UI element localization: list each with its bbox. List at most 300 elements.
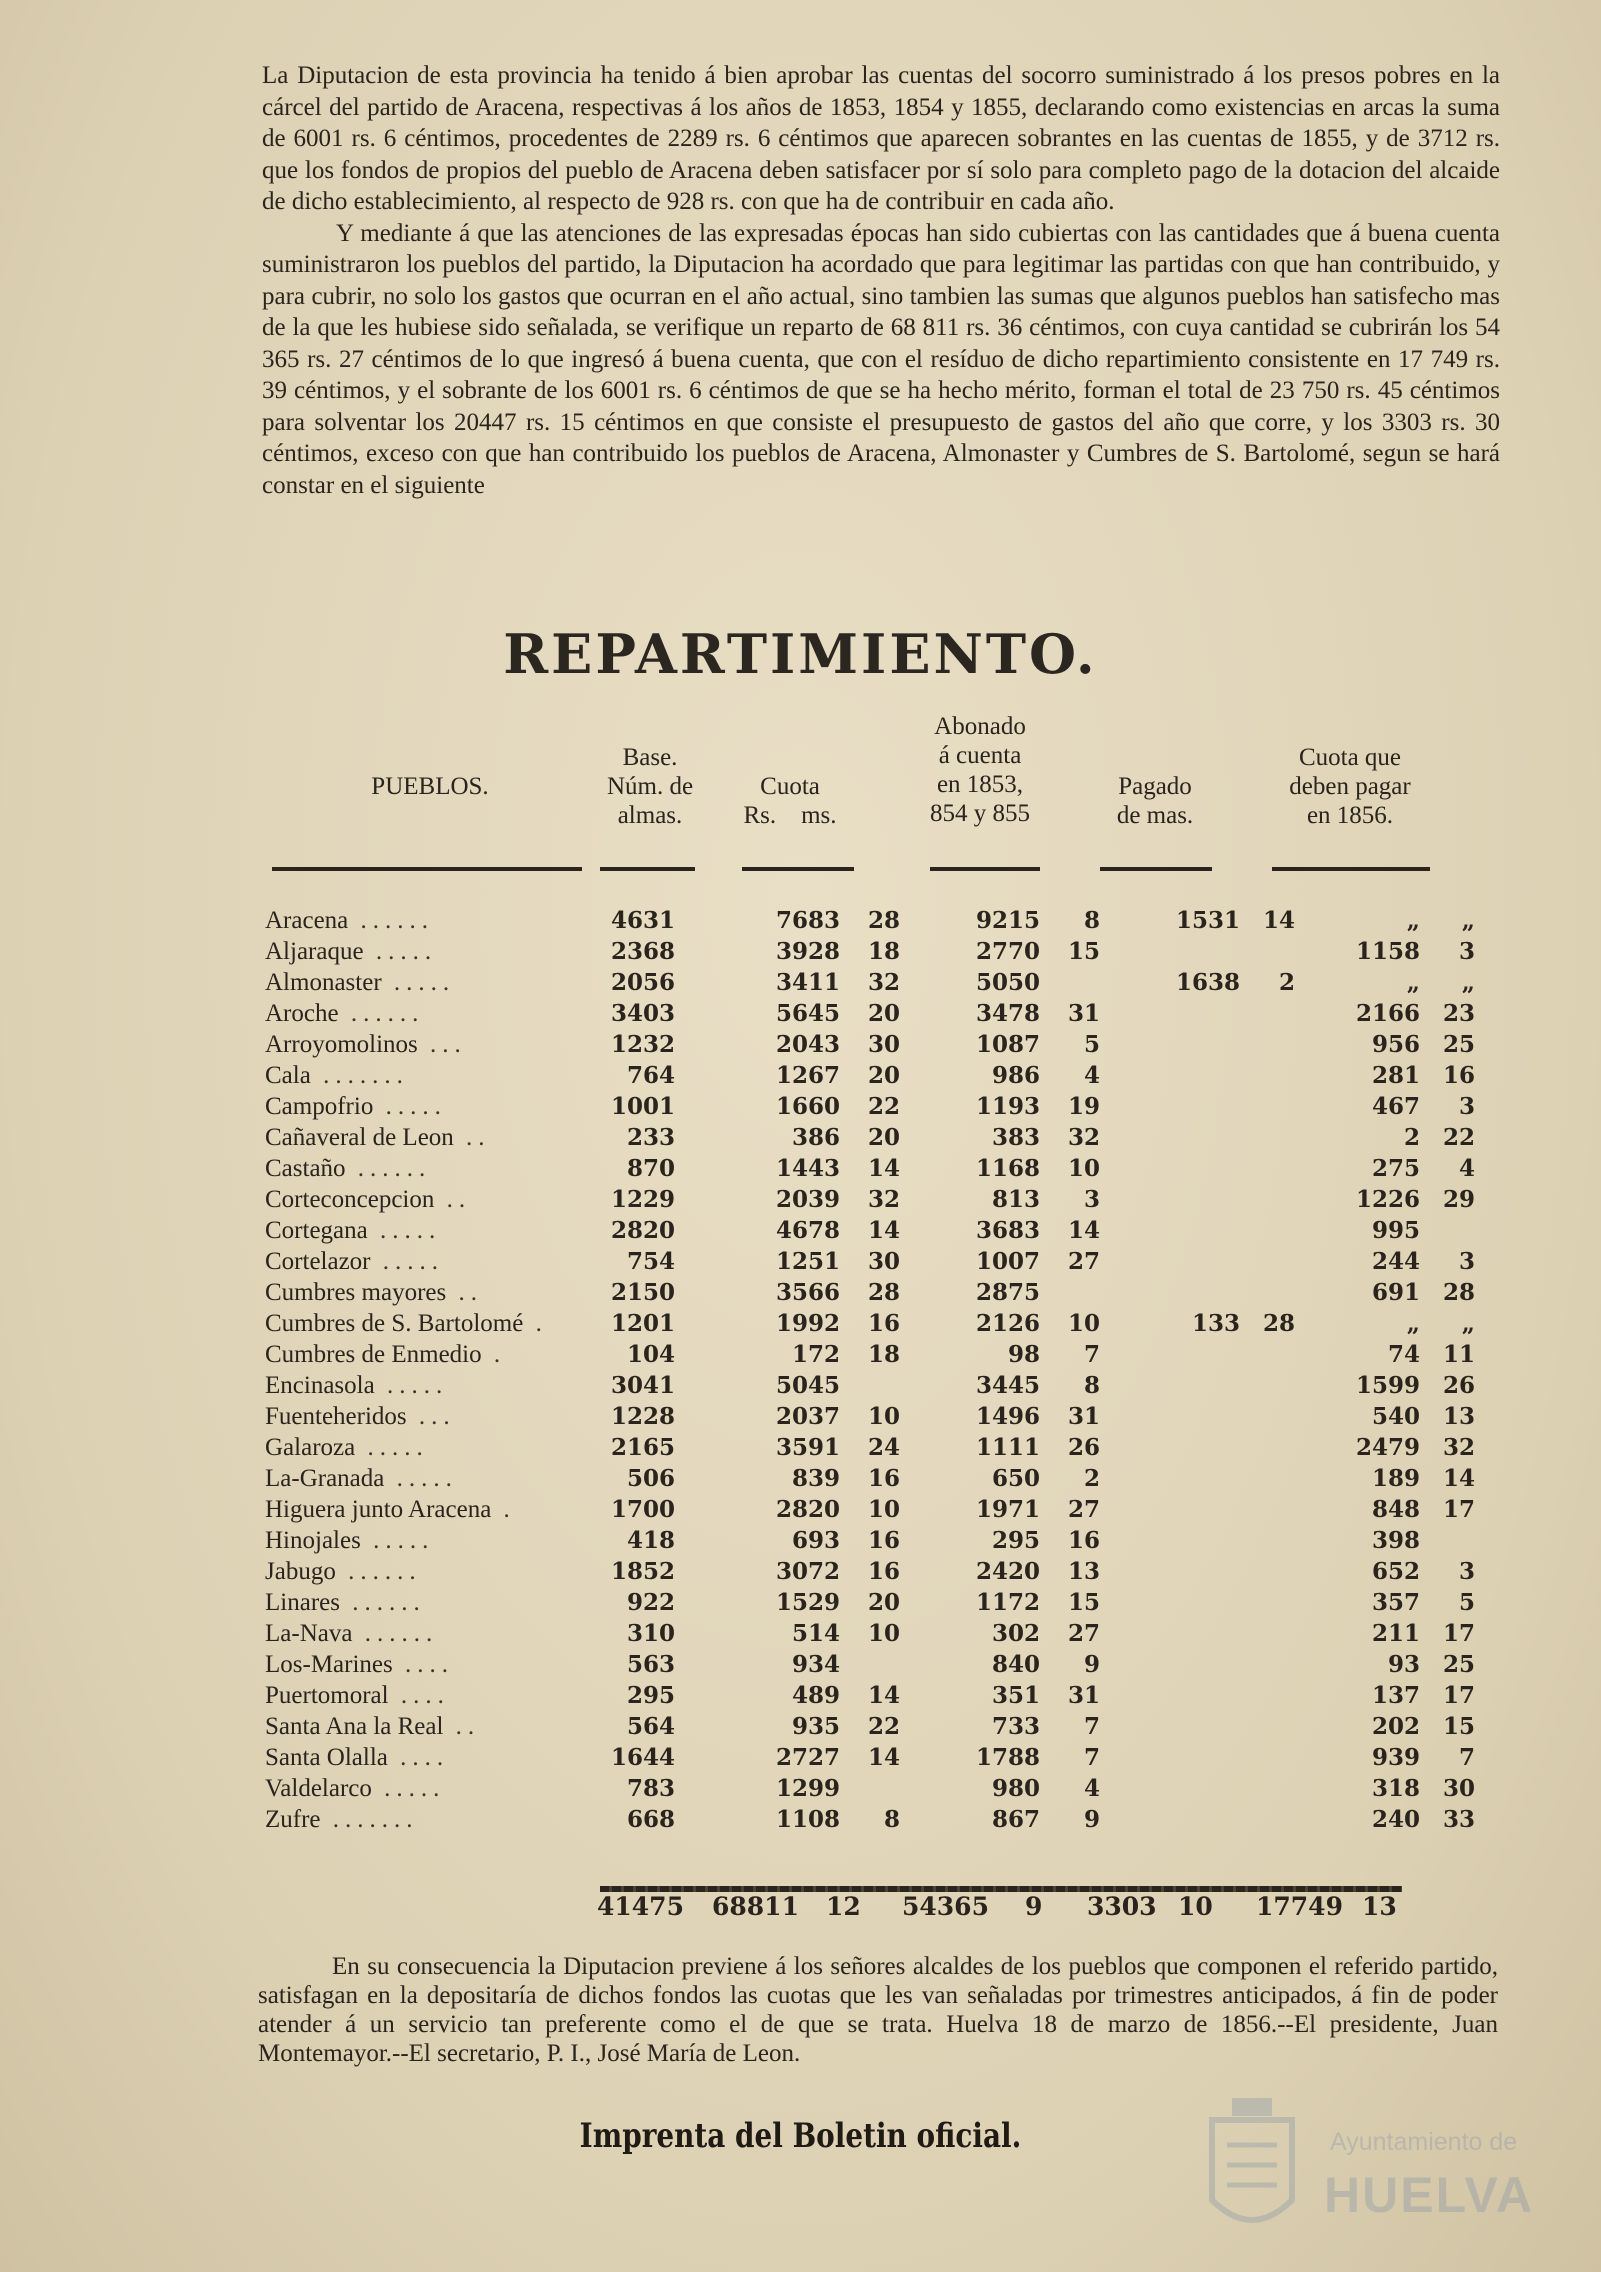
cuota-ms-cell: 16 <box>867 1465 900 1492</box>
total-pagado-ms: 10 <box>1178 1892 1213 1921</box>
column-gap <box>675 1153 760 1184</box>
pagado-rs-cell <box>1160 1060 1240 1091</box>
header-abonado <box>905 712 1055 828</box>
column-gap <box>1420 1401 1440 1432</box>
column-gap <box>840 1711 865 1742</box>
column-gap <box>840 1804 865 1835</box>
column-gap <box>1040 936 1065 967</box>
deben-rs-cell: 2166 <box>1355 1000 1420 1027</box>
abonado-rs-cell: 2126 <box>975 1310 1040 1337</box>
column-gap <box>1420 1804 1440 1835</box>
column-gap <box>840 1401 865 1432</box>
column-gap <box>1240 1339 1260 1370</box>
cuota-rs-cell: 5045 <box>775 1372 840 1399</box>
base-cell: 2165 <box>610 1434 675 1461</box>
abonado-rs-cell: 295 <box>991 1527 1040 1554</box>
column-gap <box>675 967 760 998</box>
base-cell: 1644 <box>610 1744 675 1771</box>
deben-ms-cell <box>1440 1525 1475 1556</box>
column-gap <box>1420 1339 1440 1370</box>
cuota-rs-cell: 2727 <box>775 1744 840 1771</box>
leader-dots: ..... <box>363 938 438 965</box>
column-gap <box>1420 1494 1440 1525</box>
base-cell: 564 <box>626 1713 675 1740</box>
header-rule <box>600 867 695 871</box>
cuota-rs-cell: 1108 <box>775 1806 840 1833</box>
pueblo-label: Cortelazor <box>265 1248 371 1275</box>
pueblo-name <box>265 1401 595 1432</box>
deben-ms-cell: 25 <box>1442 1031 1475 1058</box>
cuota-rs-cell: 3928 <box>775 938 840 965</box>
header-rule <box>930 867 1040 871</box>
pueblo-name <box>265 1773 595 1804</box>
column-gap <box>900 905 960 936</box>
cuota-ms-cell: 32 <box>867 1186 900 1213</box>
abonado-rs-cell: 867 <box>991 1806 1040 1833</box>
column-gap <box>1295 1432 1340 1463</box>
cuota-rs-cell: 514 <box>791 1620 840 1647</box>
total-abonado-rs: 54365 <box>902 1892 989 1921</box>
deben-rs-cell: 848 <box>1371 1496 1420 1523</box>
total-abonado-ms: 9 <box>1025 1892 1043 1921</box>
column-gap <box>1040 1215 1065 1246</box>
cuota-rs-cell: 5645 <box>775 1000 840 1027</box>
pagado-rs-cell <box>1160 998 1240 1029</box>
column-gap <box>1295 1091 1340 1122</box>
column-gap <box>675 1029 760 1060</box>
column-gap <box>1100 1556 1160 1587</box>
column-gap <box>900 1494 960 1525</box>
cuota-ms-cell: 20 <box>867 1124 900 1151</box>
pueblo-name <box>265 1091 595 1122</box>
pueblo-name <box>265 1804 595 1835</box>
column-gap <box>1040 1649 1065 1680</box>
cuota-rs-cell: 934 <box>791 1651 840 1678</box>
abonado-rs-cell: 840 <box>991 1651 1040 1678</box>
column-gap <box>675 1370 760 1401</box>
column-gap <box>1040 1184 1065 1215</box>
total-cuota-rs: 68811 <box>712 1892 799 1921</box>
deben-ms-cell: „ <box>1461 1310 1475 1337</box>
pueblo-name <box>265 1525 595 1556</box>
leader-dots: ..... <box>373 1093 447 1120</box>
abonado-rs-cell: 1111 <box>975 1434 1040 1461</box>
pueblo-name <box>265 1742 595 1773</box>
header-base <box>595 743 705 830</box>
column-gap <box>1295 1525 1340 1556</box>
header-pagado-line: de mas. <box>1116 802 1194 829</box>
table-row <box>265 1556 1475 1587</box>
column-gap <box>1420 1587 1440 1618</box>
base-cell: 1229 <box>610 1186 675 1213</box>
pueblo-name <box>265 1370 595 1401</box>
column-gap <box>675 1804 760 1835</box>
column-gap <box>900 1649 960 1680</box>
table-row <box>265 936 1475 967</box>
leader-dots: ...... <box>345 1155 432 1182</box>
pueblo-name <box>265 1556 595 1587</box>
column-gap <box>1295 1401 1340 1432</box>
abonado-rs-cell: 1971 <box>975 1496 1040 1523</box>
leader-dots: ...... <box>348 907 435 934</box>
column-gap <box>1100 1618 1160 1649</box>
header-pueblos <box>340 772 520 801</box>
base-cell: 754 <box>626 1248 675 1275</box>
cuota-ms-cell: 22 <box>867 1713 900 1740</box>
pagado-rs-cell <box>1160 1401 1240 1432</box>
pagado-ms-cell: 28 <box>1262 1310 1295 1337</box>
pueblo-name <box>265 1029 595 1060</box>
deben-ms-cell: 3 <box>1458 1093 1475 1120</box>
column-gap <box>1040 1153 1065 1184</box>
pagado-ms-cell: 14 <box>1262 907 1295 934</box>
cuota-ms-cell: 20 <box>867 1062 900 1089</box>
abonado-rs-cell: 2770 <box>975 938 1040 965</box>
cuota-rs-cell: 3566 <box>775 1279 840 1306</box>
pagado-ms-cell <box>1260 1060 1295 1091</box>
deben-rs-cell: 357 <box>1371 1589 1420 1616</box>
column-gap <box>1100 1215 1160 1246</box>
column-gap <box>900 1618 960 1649</box>
column-gap <box>840 1370 865 1401</box>
cuota-ms-cell: 30 <box>867 1248 900 1275</box>
pueblo-label: Valdelarco <box>265 1775 372 1802</box>
column-gap <box>1420 1308 1440 1339</box>
column-gap <box>1100 1587 1160 1618</box>
deben-rs-cell: 956 <box>1371 1031 1420 1058</box>
header-cuota <box>725 772 855 830</box>
deben-ms-cell: 25 <box>1442 1651 1475 1678</box>
column-gap <box>840 1525 865 1556</box>
deben-rs-cell: 189 <box>1371 1465 1420 1492</box>
deben-ms-cell: 22 <box>1442 1124 1475 1151</box>
abonado-ms-cell <box>1065 1277 1100 1308</box>
pagado-ms-cell <box>1260 1618 1295 1649</box>
column-gap <box>900 1463 960 1494</box>
deben-rs-cell: 318 <box>1371 1775 1420 1802</box>
column-gap <box>840 1277 865 1308</box>
abonado-rs-cell: 3445 <box>975 1372 1040 1399</box>
pueblo-label: Puertomoral <box>265 1682 389 1709</box>
base-cell: 1700 <box>610 1496 675 1523</box>
cuota-rs-cell: 3591 <box>775 1434 840 1461</box>
pueblo-name <box>265 1339 595 1370</box>
pagado-ms-cell <box>1260 1277 1295 1308</box>
deben-ms-cell: 3 <box>1458 938 1475 965</box>
column-gap <box>840 1556 865 1587</box>
column-gap <box>1295 1370 1340 1401</box>
pueblo-name <box>265 1711 595 1742</box>
column-gap <box>1295 1029 1340 1060</box>
column-gap <box>840 1091 865 1122</box>
column-gap <box>840 1122 865 1153</box>
cuota-ms-cell: 30 <box>867 1031 900 1058</box>
base-cell: 870 <box>626 1155 675 1182</box>
abonado-rs-cell: 2875 <box>975 1279 1040 1306</box>
pueblo-name <box>265 967 595 998</box>
deben-ms-cell: „ <box>1461 969 1475 996</box>
leader-dots: ..... <box>370 1248 445 1275</box>
column-gap <box>1240 1618 1260 1649</box>
pueblo-label: Aroche <box>265 1000 339 1027</box>
column-gap <box>900 1184 960 1215</box>
abonado-rs-cell: 1172 <box>975 1589 1040 1616</box>
table-row <box>265 1711 1475 1742</box>
pagado-rs-cell <box>1160 1153 1240 1184</box>
column-gap <box>840 1587 865 1618</box>
column-gap <box>1240 1401 1260 1432</box>
base-cell: 3041 <box>610 1372 675 1399</box>
column-gap <box>1240 1184 1260 1215</box>
column-gap <box>1295 1246 1340 1277</box>
column-gap <box>1240 1463 1260 1494</box>
leader-dots: ..... <box>367 1217 442 1244</box>
column-gap <box>1420 967 1440 998</box>
column-gap <box>1420 998 1440 1029</box>
column-gap <box>840 936 865 967</box>
pagado-rs-cell <box>1160 1029 1240 1060</box>
base-cell: 922 <box>626 1589 675 1616</box>
cuota-rs-cell: 1443 <box>775 1155 840 1182</box>
cuota-ms-cell: 20 <box>867 1000 900 1027</box>
abonado-ms-cell: 26 <box>1067 1434 1100 1461</box>
pueblo-label: Cumbres mayores <box>265 1279 447 1306</box>
pueblo-name <box>265 1308 595 1339</box>
cuota-ms-cell: 28 <box>867 907 900 934</box>
column-gap <box>1420 1122 1440 1153</box>
abonado-ms-cell: 3 <box>1083 1186 1100 1213</box>
base-cell: 295 <box>626 1682 675 1709</box>
column-gap <box>840 1029 865 1060</box>
column-gap <box>840 1339 865 1370</box>
table-row <box>265 1339 1475 1370</box>
header-abonado-line: 854 y 855 <box>930 800 1030 827</box>
cuota-ms-cell: 10 <box>867 1496 900 1523</box>
table-row <box>265 1463 1475 1494</box>
column-gap <box>840 1742 865 1773</box>
column-gap <box>900 1215 960 1246</box>
deben-ms-cell: 15 <box>1442 1713 1475 1740</box>
column-gap <box>675 1277 760 1308</box>
column-gap <box>675 905 760 936</box>
abonado-rs-cell: 383 <box>991 1124 1040 1151</box>
table-row <box>265 1649 1475 1680</box>
column-gap <box>1100 1370 1160 1401</box>
base-cell: 104 <box>626 1341 675 1368</box>
column-gap <box>840 1680 865 1711</box>
abonado-rs-cell: 5050 <box>975 969 1040 996</box>
pagado-rs-cell <box>1160 1432 1240 1463</box>
column-gap <box>1040 1587 1065 1618</box>
cuota-ms-cell <box>865 1773 900 1804</box>
pagado-ms-cell <box>1260 1742 1295 1773</box>
pagado-ms-cell <box>1260 1494 1295 1525</box>
deben-rs-cell: 1226 <box>1355 1186 1420 1213</box>
pueblo-name <box>265 1122 595 1153</box>
column-gap <box>1295 1184 1340 1215</box>
column-gap <box>1100 1339 1160 1370</box>
deben-ms-cell: 14 <box>1442 1465 1475 1492</box>
header-deben-line: en 1856. <box>1306 802 1394 829</box>
pueblo-name <box>265 1246 595 1277</box>
column-gap <box>1240 998 1260 1029</box>
total-cuota-ms: 12 <box>826 1892 861 1921</box>
deben-rs-cell: 2 <box>1403 1124 1420 1151</box>
deben-rs-cell: 211 <box>1371 1620 1420 1647</box>
column-gap <box>1420 1153 1440 1184</box>
column-gap <box>1040 1029 1065 1060</box>
abonado-rs-cell: 302 <box>991 1620 1040 1647</box>
column-gap <box>1295 1649 1340 1680</box>
leader-dots: . <box>481 1341 507 1368</box>
column-gap <box>1040 1246 1065 1277</box>
column-gap <box>675 936 760 967</box>
cuota-rs-cell: 2039 <box>775 1186 840 1213</box>
pagado-rs-cell <box>1160 1370 1240 1401</box>
column-gap <box>675 1308 760 1339</box>
column-gap <box>1420 1370 1440 1401</box>
column-gap <box>1240 1091 1260 1122</box>
deben-rs-cell: 137 <box>1371 1682 1420 1709</box>
leader-dots: .. <box>434 1186 472 1213</box>
header-pagado-line: Pagado <box>1118 773 1192 800</box>
deben-ms-cell: 3 <box>1458 1558 1475 1585</box>
column-gap <box>900 1711 960 1742</box>
deben-ms-cell: 17 <box>1442 1682 1475 1709</box>
pueblo-name <box>265 1184 595 1215</box>
cuota-ms-cell: 10 <box>867 1620 900 1647</box>
column-gap <box>1240 1215 1260 1246</box>
column-gap <box>675 1401 760 1432</box>
column-gap <box>1295 1153 1340 1184</box>
cuota-ms-cell: 16 <box>867 1558 900 1585</box>
abonado-ms-cell: 14 <box>1067 1217 1100 1244</box>
pueblo-name <box>265 1649 595 1680</box>
cuota-ms-cell: 28 <box>867 1279 900 1306</box>
column-gap <box>1100 1742 1160 1773</box>
base-cell: 4631 <box>610 907 675 934</box>
column-gap <box>1420 1184 1440 1215</box>
pagado-ms-cell <box>1260 1091 1295 1122</box>
deben-ms-cell: 30 <box>1442 1775 1475 1802</box>
abonado-ms-cell: 31 <box>1067 1000 1100 1027</box>
leader-dots: ... <box>406 1403 456 1430</box>
table-title: REPARTIMIENTO. <box>503 622 1098 686</box>
pueblo-label: Cortegana <box>265 1217 368 1244</box>
column-gap <box>1420 1277 1440 1308</box>
deben-ms-cell: 23 <box>1442 1000 1475 1027</box>
abonado-rs-cell: 1193 <box>975 1093 1040 1120</box>
pagado-rs-cell <box>1160 1339 1240 1370</box>
base-cell: 1228 <box>610 1403 675 1430</box>
deben-ms-cell: 13 <box>1442 1403 1475 1430</box>
cuota-ms-cell: 14 <box>867 1682 900 1709</box>
abonado-rs-cell: 1007 <box>975 1248 1040 1275</box>
imprint-line: Imprenta del Boletin oficial. <box>579 2116 1022 2156</box>
cuota-ms-cell: 14 <box>867 1155 900 1182</box>
abonado-ms-cell <box>1065 967 1100 998</box>
column-gap <box>900 1742 960 1773</box>
pueblo-name <box>265 998 595 1029</box>
column-gap <box>675 1060 760 1091</box>
header-pueblos-label: PUEBLOS. <box>371 773 489 800</box>
abonado-ms-cell: 9 <box>1083 1651 1100 1678</box>
table-row <box>265 1370 1475 1401</box>
cuota-ms-cell: 14 <box>867 1744 900 1771</box>
pueblo-label: La-Nava <box>265 1620 353 1647</box>
column-gap <box>1420 1649 1440 1680</box>
deben-rs-cell: „ <box>1406 907 1420 934</box>
column-gap <box>840 1649 865 1680</box>
abonado-ms-cell: 2 <box>1083 1465 1100 1492</box>
leader-dots: ..... <box>360 1527 435 1554</box>
leader-dots: . <box>491 1496 516 1523</box>
deben-rs-cell: 202 <box>1371 1713 1420 1740</box>
leader-dots: ..... <box>384 1465 458 1492</box>
abonado-ms-cell: 15 <box>1067 1589 1100 1616</box>
column-gap <box>900 1680 960 1711</box>
abonado-ms-cell: 31 <box>1067 1403 1100 1430</box>
column-gap <box>1100 1649 1160 1680</box>
column-gap <box>1100 1091 1160 1122</box>
column-gap <box>840 1618 865 1649</box>
deben-rs-cell: 540 <box>1371 1403 1420 1430</box>
column-gap <box>675 1432 760 1463</box>
abonado-ms-cell: 19 <box>1067 1093 1100 1120</box>
deben-rs-cell: 93 <box>1387 1651 1420 1678</box>
header-deben-line: Cuota que <box>1298 744 1402 771</box>
column-gap <box>1100 1246 1160 1277</box>
deben-rs-cell: 2479 <box>1355 1434 1420 1461</box>
cuota-rs-cell: 2820 <box>775 1496 840 1523</box>
column-gap <box>1295 1742 1340 1773</box>
column-gap <box>1100 905 1160 936</box>
column-gap <box>1420 1060 1440 1091</box>
pueblo-name <box>265 936 595 967</box>
column-gap <box>900 1556 960 1587</box>
column-gap <box>1100 1153 1160 1184</box>
column-gap <box>1100 1184 1160 1215</box>
cuota-rs-cell: 839 <box>791 1465 840 1492</box>
deben-ms-cell: 7 <box>1458 1744 1475 1771</box>
pueblo-label: Higuera junto Aracena <box>265 1496 492 1523</box>
column-gap <box>1420 1618 1440 1649</box>
pagado-ms-cell <box>1260 1339 1295 1370</box>
column-gap <box>900 1091 960 1122</box>
column-gap <box>1295 1773 1340 1804</box>
header-deben-line: deben pagar <box>1289 773 1411 800</box>
table-row <box>265 1587 1475 1618</box>
table-row <box>265 1742 1475 1773</box>
column-gap <box>1295 1463 1340 1494</box>
column-gap <box>1420 905 1440 936</box>
leader-dots: ...... <box>338 1000 425 1027</box>
table-row <box>265 1184 1475 1215</box>
column-gap <box>1295 1804 1340 1835</box>
pagado-ms-cell <box>1260 1029 1295 1060</box>
leader-dots: ...... <box>335 1558 422 1585</box>
pueblo-label: Cala <box>265 1062 311 1089</box>
table-row <box>265 1401 1475 1432</box>
pagado-rs-cell <box>1160 1804 1240 1835</box>
abonado-rs-cell: 1788 <box>975 1744 1040 1771</box>
column-gap <box>1240 1649 1260 1680</box>
column-gap <box>840 1060 865 1091</box>
pagado-rs-cell <box>1160 1742 1240 1773</box>
column-gap <box>1240 1122 1260 1153</box>
abonado-ms-cell: 27 <box>1067 1620 1100 1647</box>
pagado-ms-cell <box>1260 1463 1295 1494</box>
